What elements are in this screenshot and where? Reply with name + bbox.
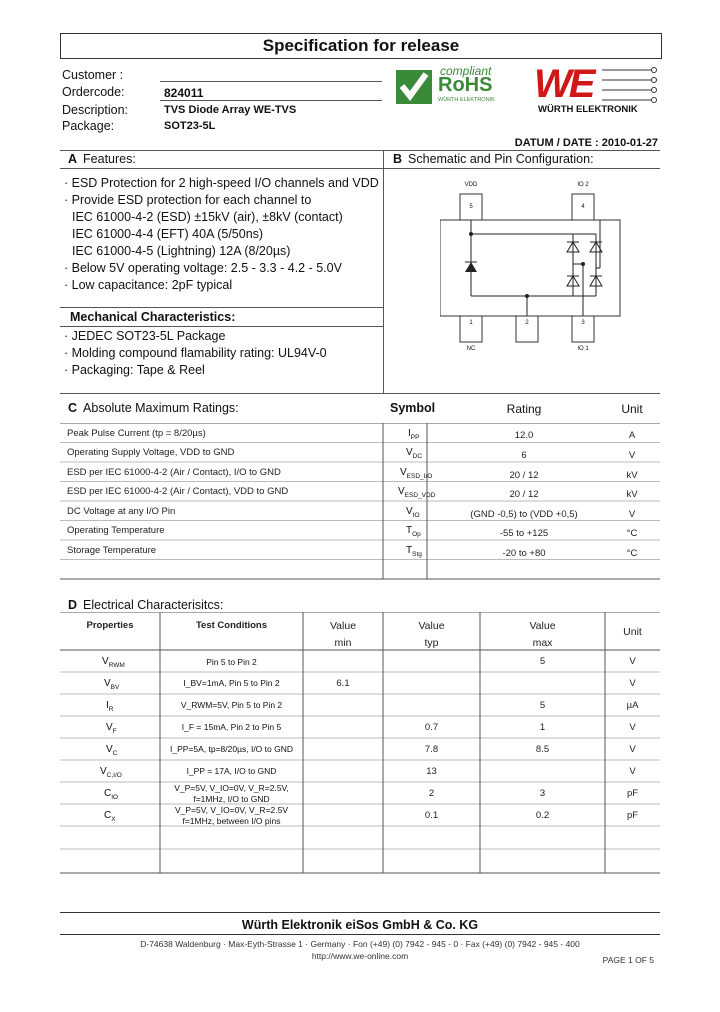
symbol-sub: DC <box>412 453 423 460</box>
symbol-sub: IO <box>111 794 119 801</box>
section-d-letter: D <box>68 598 78 612</box>
footer-address: D-74638 Waldenburg · Max-Eyth-Strasse 1 · Germany · Fon (+49) (0) 7942 - 945 - 0 · Fax (+49) (0) 7942 - 945 - 400 <box>140 939 580 949</box>
pin-num-3: 3 <box>581 320 585 326</box>
mech-list <box>64 328 327 379</box>
section-d-title: Electrical Characterisitcs: <box>83 598 224 612</box>
symbol-sub: RWM <box>108 662 125 669</box>
section-a-heading <box>68 152 136 166</box>
col-max: max <box>532 637 553 649</box>
symbol-sub: IO <box>412 512 420 519</box>
symbol-sub: ESD_VDD <box>404 492 436 499</box>
elec-row-symbol <box>104 810 116 823</box>
elec-row-max: 5 <box>539 700 546 711</box>
elec-row-unit: pF <box>626 788 639 799</box>
symbol-char: T <box>406 525 413 536</box>
col-min: min <box>334 637 352 649</box>
mech-title: Mechanical Characteristics: <box>70 310 236 324</box>
abs-row-rating: 12.0 <box>514 430 534 441</box>
footer-bottom-rule <box>60 934 660 935</box>
symbol-sub: Op <box>412 531 421 538</box>
abs-row-symbol <box>406 447 422 460</box>
section-c-heading <box>68 401 239 415</box>
abs-row-unit: kV <box>626 489 638 500</box>
abs-row-symbol <box>398 486 435 499</box>
elec-row-cond: I_PP=5A, tp=8/20µs, I/O to GND <box>169 744 293 754</box>
section-c-rating-header: Rating <box>506 402 542 416</box>
footer-company: Würth Elektronik eiSos GmbH & Co. KG <box>241 918 479 932</box>
symbol-char: I <box>106 700 109 711</box>
section-c-symbol-header: Symbol <box>390 401 436 415</box>
section-ab-divider <box>383 150 384 393</box>
package-label: Package: <box>62 119 115 133</box>
symbol-char: I <box>408 428 411 439</box>
elec-row-unit: µA <box>626 700 639 711</box>
elec-row-cond: V_RWM=5V, Pin 5 to Pin 2 <box>180 700 283 710</box>
abs-row-param: ESD per IEC 61000-4-2 (Air / Contact), VDD to GND <box>67 486 289 497</box>
we-lines-icon <box>602 66 658 104</box>
release-date: DATUM / DATE : 2010-01-27 <box>514 137 658 149</box>
abs-row-unit: V <box>628 509 636 520</box>
col-value-typ: Value <box>418 620 445 632</box>
abs-row-symbol <box>400 467 432 480</box>
symbol-char: T <box>406 545 413 556</box>
feature-item: · Below 5V operating voltage: 2.5 - 3.3 - 4.2 - 5.0V <box>64 261 342 275</box>
feature-item: IEC 61000-4-2 (ESD) ±15kV (air), ±8kV (contact) <box>72 210 343 224</box>
abs-row-param: ESD per IEC 61000-4-2 (Air / Contact), I/O to GND <box>67 467 281 478</box>
abs-row-rating: 20 / 12 <box>509 470 539 481</box>
mech-top-rule <box>60 307 383 308</box>
symbol-sub: R <box>108 706 114 713</box>
elec-row-unit: V <box>629 656 636 667</box>
abs-row-symbol <box>406 545 422 558</box>
abs-row-unit: A <box>628 430 636 441</box>
we-logo <box>534 62 662 115</box>
ordercode-value: 824011 <box>164 86 204 100</box>
section-a-letter: A <box>68 152 78 166</box>
abs-row-unit: °C <box>626 548 638 559</box>
symbol-char: V <box>106 744 113 755</box>
symbol-sub: BV <box>110 684 120 691</box>
pin-label-io2: IO 2 <box>577 182 589 188</box>
elec-row-min: 6.1 <box>336 678 350 689</box>
elec-row-typ: 2 <box>428 788 435 799</box>
col-properties: Properties <box>86 620 134 631</box>
elec-row-cond: I_F = 15mA, Pin 2 to Pin 5 <box>181 722 282 732</box>
description-value: TVS Diode Array WE-TVS <box>164 104 297 116</box>
feature-item: IEC 61000-4-4 (EFT) 40A (5/50ns) <box>72 227 264 241</box>
ordercode-label: Ordercode: <box>62 85 125 99</box>
symbol-sub: C <box>112 750 118 757</box>
elec-row-symbol <box>106 722 117 735</box>
elec-row-max: 8.5 <box>535 744 550 755</box>
page-number: PAGE 1 OF 5 <box>602 955 654 965</box>
elec-row-cond: I_BV=1mA, Pin 5 to Pin 2 <box>183 678 280 688</box>
elec-row-unit: V <box>629 722 636 733</box>
col-value-max: Value <box>529 620 556 632</box>
section-ab-top-rule <box>60 150 660 151</box>
abs-row-param: Operating Temperature <box>67 525 165 536</box>
symbol-char: V <box>100 766 107 777</box>
footer-url[interactable]: http://www.we-online.com <box>311 951 409 961</box>
elec-row-symbol <box>104 788 118 801</box>
pin-label-io1: IO 1 <box>577 346 589 352</box>
elec-row-symbol <box>104 678 119 691</box>
symbol-sub: Stg <box>412 551 422 558</box>
feature-item: · Low capacitance: 2pF typical <box>64 278 233 292</box>
rohs-sub-text: WÜRTH ELEKTRONIK <box>438 97 495 103</box>
abs-row-rating: (GND -0,5) to (VDD +0,5) <box>470 509 578 520</box>
abs-row-param: Operating Supply Voltage, VDD to GND <box>67 447 235 458</box>
symbol-sub: F <box>112 728 117 735</box>
abs-row-param: DC Voltage at any I/O Pin <box>67 506 176 517</box>
col-typ: typ <box>424 637 439 649</box>
mech-rule <box>60 326 383 327</box>
abs-row-unit: V <box>628 450 636 461</box>
section-b-rule <box>384 168 660 169</box>
elec-row-max: 1 <box>539 722 546 733</box>
abs-row-rating: 20 / 12 <box>509 489 539 500</box>
customer-label: Customer : <box>62 68 124 82</box>
we-mark-text: WE <box>534 62 593 106</box>
symbol-char: V <box>104 678 111 689</box>
elec-row-symbol <box>102 656 125 669</box>
elec-row-symbol <box>100 766 122 779</box>
section-a-title: Features: <box>83 152 136 166</box>
elec-row-cond: Pin 5 to Pin 2 <box>206 657 257 667</box>
abs-row-rating: 6 <box>521 450 527 461</box>
abs-row-symbol <box>406 506 420 519</box>
section-c-top-rule <box>60 393 660 394</box>
symbol-char: C <box>104 810 112 821</box>
abs-row-rating: -20 to +80 <box>502 548 546 559</box>
pin-num-5: 5 <box>469 204 473 210</box>
symbol-char: V <box>106 722 113 733</box>
abs-row-symbol <box>408 428 419 441</box>
abs-max-table <box>60 423 660 580</box>
symbol-char: C <box>104 788 112 799</box>
section-a-rule <box>60 168 383 169</box>
abs-row-param: Peak Pulse Current (tp = 8/20µs) <box>67 428 206 439</box>
pin-num-2: 2 <box>525 320 529 326</box>
rohs-text: RoHS <box>438 74 493 96</box>
symbol-sub: PP <box>410 434 420 441</box>
section-b-heading <box>393 152 594 166</box>
abs-row-symbol <box>406 525 421 538</box>
abs-row-unit: °C <box>626 528 638 539</box>
col-test-conditions: Test Conditions <box>195 620 268 631</box>
elec-row-typ: 0.1 <box>424 810 439 821</box>
elec-row-max: 5 <box>539 656 546 667</box>
abs-row-param: Storage Temperature <box>67 545 157 556</box>
abs-row-rating: -55 to +125 <box>499 528 549 539</box>
elec-row-unit: pF <box>626 810 639 821</box>
section-d-heading <box>68 598 223 612</box>
section-c-unit-header: Unit <box>621 402 643 416</box>
mech-item: · Molding compound flamability rating: UL94V-0 <box>64 346 327 360</box>
elec-row-typ: 13 <box>426 766 437 777</box>
pin-label-nc: NC <box>466 346 476 352</box>
col-unit: Unit <box>623 626 642 638</box>
mech-item: · Packaging: Tape & Reel <box>64 363 205 377</box>
symbol-char: V <box>406 506 413 517</box>
symbol-char: V <box>102 656 109 667</box>
rohs-compliant-text: compliant <box>440 64 492 78</box>
elec-row-symbol <box>106 744 117 757</box>
pin-label-vdd: VDD <box>464 182 478 188</box>
elec-row-typ: 7.8 <box>424 744 439 755</box>
symbol-char: V <box>398 486 405 497</box>
description-label: Description: <box>62 103 128 117</box>
elec-row-typ: 0.7 <box>424 722 439 733</box>
section-b-letter: B <box>393 152 403 166</box>
elec-row-cond: V_P=5V, V_IO=0V, V_R=2.5V f=1MHz, between I/O pins <box>174 805 289 826</box>
elec-row-symbol <box>106 700 113 713</box>
elec-row-max: 3 <box>539 788 546 799</box>
ordercode-underline <box>160 100 382 101</box>
customer-underline <box>160 81 382 82</box>
page-title: Specification for release <box>60 33 662 59</box>
electrical-table <box>60 612 660 874</box>
symbol-sub: X <box>111 816 116 823</box>
section-c-title: Absolute Maximum Ratings: <box>83 401 239 415</box>
symbol-sub: C,I/O <box>106 772 122 779</box>
electrical-grid <box>60 612 660 874</box>
col-value-min: Value <box>329 620 357 632</box>
symbol-char: V <box>406 447 413 458</box>
pin-num-4: 4 <box>581 204 585 210</box>
elec-row-unit: V <box>629 766 636 777</box>
we-name-text: WÜRTH ELEKTRONIK <box>538 104 638 115</box>
mech-item: · JEDEC SOT23-5L Package <box>64 329 226 343</box>
pin-num-1: 1 <box>469 320 473 326</box>
feature-item: · ESD Protection for 2 high-speed I/O channels and VDD <box>64 176 379 190</box>
elec-row-unit: V <box>629 678 636 689</box>
abs-row-unit: kV <box>626 470 638 481</box>
symbol-char: V <box>400 467 407 478</box>
elec-row-unit: V <box>629 744 636 755</box>
package-value: SOT23-5L <box>164 120 216 132</box>
section-c-letter: C <box>68 401 78 415</box>
elec-row-cond: V_P=5V, V_IO=0V, V_R=2.5V, f=1MHz, I/O to GND <box>174 783 289 804</box>
symbol-sub: ESD_I/O <box>406 473 433 480</box>
rohs-logo <box>394 64 518 106</box>
footer-top-rule <box>60 912 660 913</box>
feature-item: IEC 61000-4-5 (Lightning) 12A (8/20µs) <box>72 244 291 258</box>
schematic-diagram <box>440 176 630 356</box>
elec-row-max: 0.2 <box>535 810 550 821</box>
section-b-title: Schematic and Pin Configuration: <box>408 152 594 166</box>
feature-list <box>64 175 379 294</box>
feature-item: · Provide ESD protection for each channel to <box>64 193 312 207</box>
elec-row-cond: I_PP = 17A, I/O to GND <box>186 766 277 776</box>
